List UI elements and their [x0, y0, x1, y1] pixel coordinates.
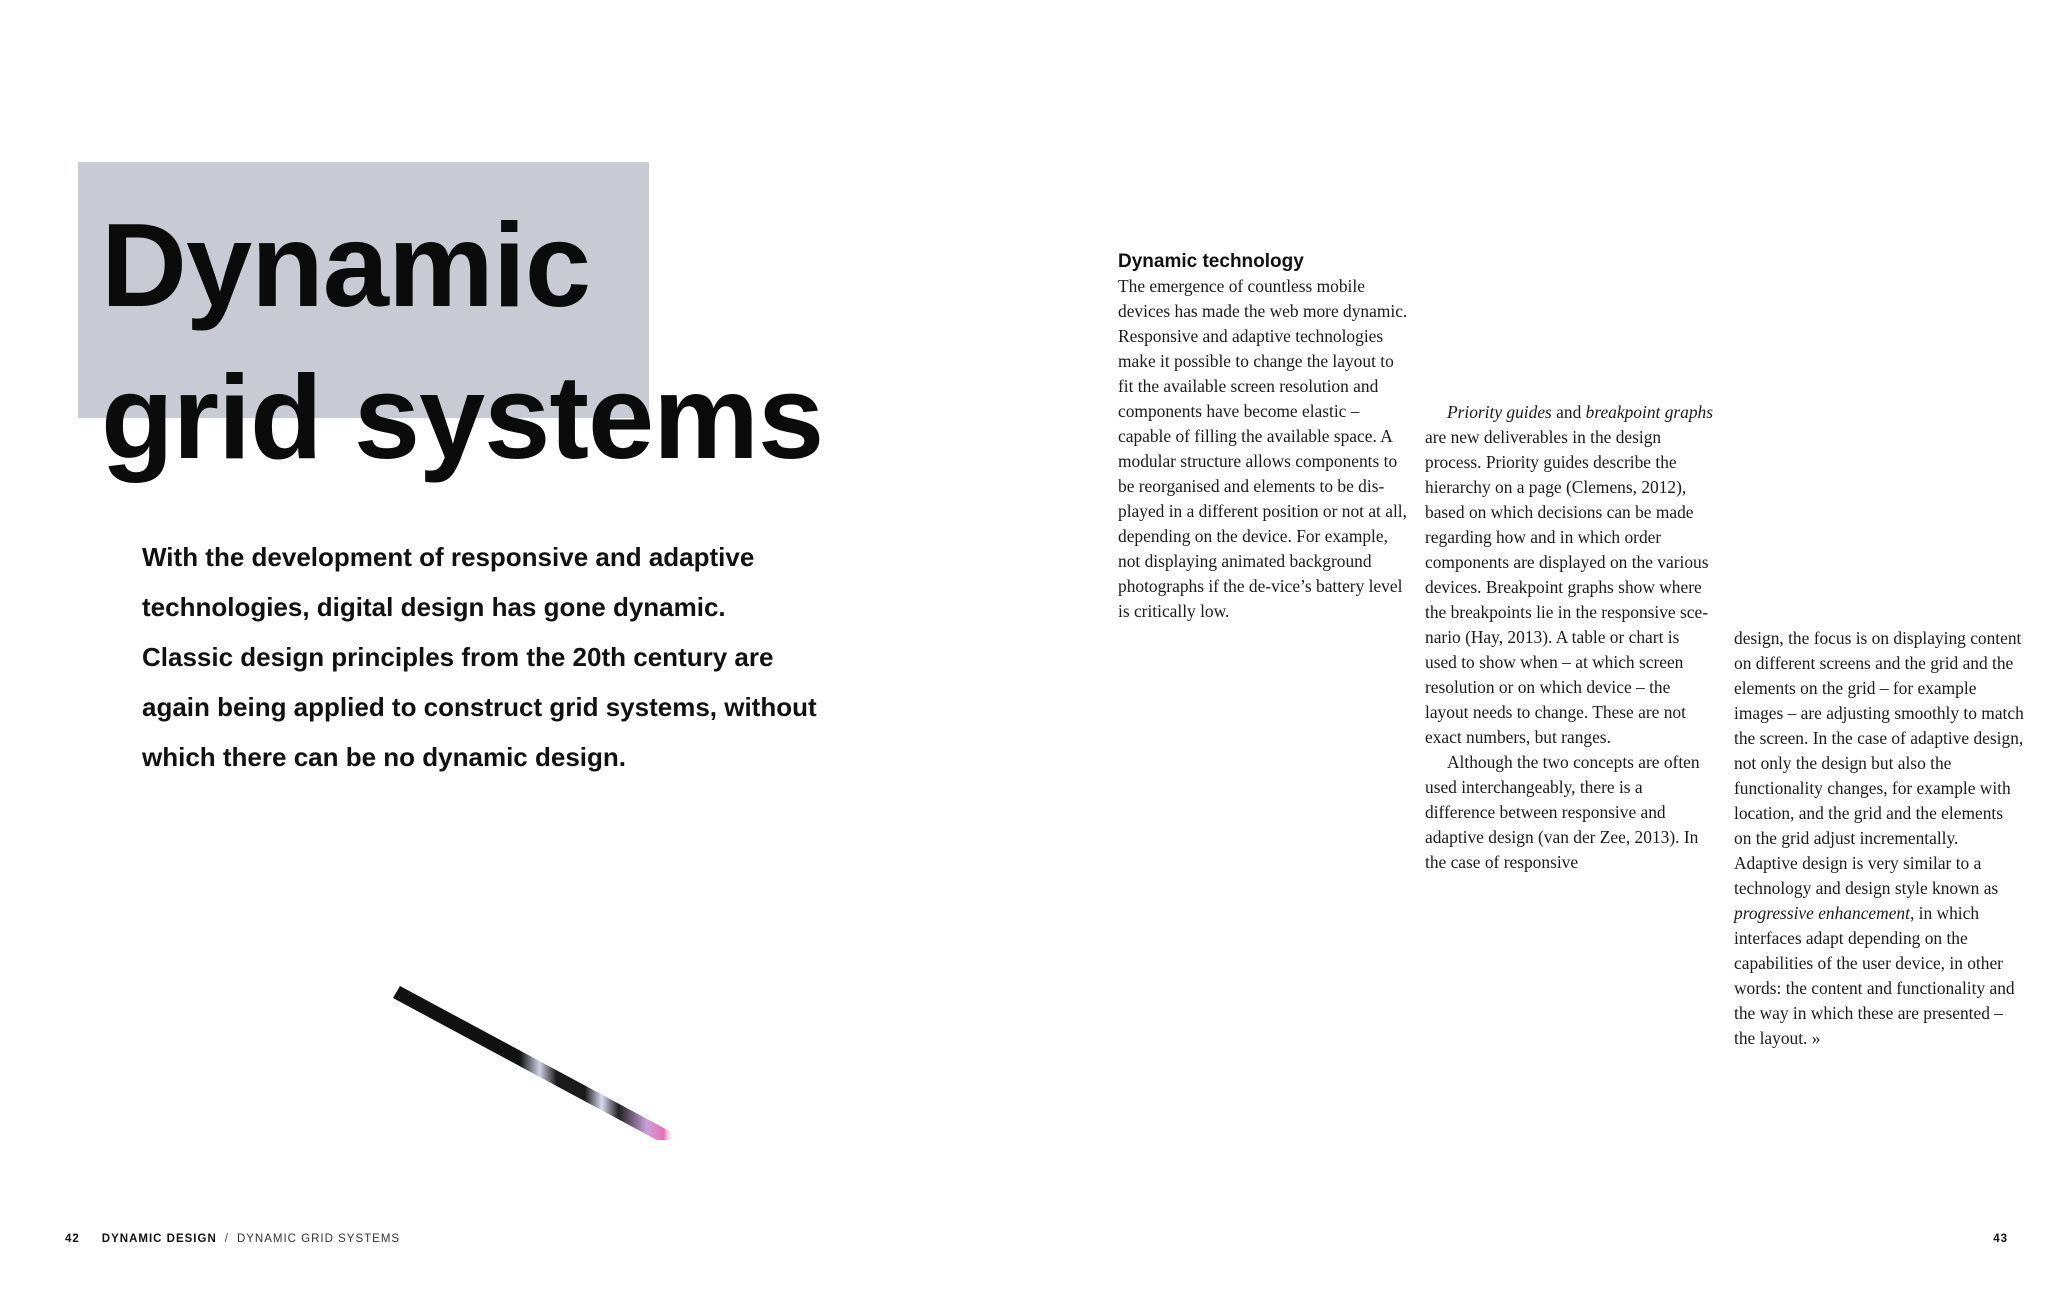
column3-paragraph	[1734, 626, 2024, 1051]
column-responsive-adaptive	[1734, 626, 2024, 1051]
column2-paragraph-2: Although the two concepts are often used interchangeably, there is a difference between responsive and adaptive design (van der Zee, 2013). In the case of responsive	[1425, 752, 1700, 872]
footer-chapter-title: DYNAMIC GRID SYSTEMS	[236, 1233, 401, 1245]
lead-paragraph: With the development of responsive and adaptive technologies, digital design has gone dynamic. Classic design principles from the 20th century are again being applied to construct grid systems, without which there can be no dynamic design.	[142, 542, 817, 772]
right-page-number: 43	[1993, 1233, 2008, 1245]
column1-body: The emergence of countless mobile devices has made the web more dynamic. Responsive and adaptive technologies make it possible to change the layout to fit the available screen resolution and components have become elastic – capable of filling the available space. A modular structure allows components to be reorganised and elements to be dis-played in a different position or not at all, depending on the device. For example, not displaying animated background photographs if the de-vice’s battery level is critically low.	[1118, 276, 1408, 621]
term-priority-guides: Priority guides	[1447, 402, 1552, 422]
column3-text-end: , in which interfaces adapt depending on the capabilities of the user device, in other words: the content and functionality and the way in which these are presented – the layout. »	[1734, 903, 2015, 1048]
column3-text-start: design, the focus is on displaying content on different screens and the grid and the elements on the grid – for example images – are adjusting smoothly to match the screen. In the case of adaptive design, not only the design but also the functionality changes, for example with location, and the grid and the elements on the grid adjust incrementally. Adaptive design is very similar to a technology and design style known as	[1734, 628, 2024, 898]
footer-section-title: DYNAMIC DESIGN	[101, 1233, 217, 1245]
column2-paragraph-1	[1425, 400, 1715, 750]
column-dynamic-technology	[1118, 249, 1408, 624]
column2-paragraph-1-rest: are new deliverables in the design process. Priority guides describe the hierarchy on a page (Clemens, 2012), based on which decisions can be made regarding how and in which order components are displayed on the various devices. Breakpoint graphs show where the breakpoints lie in the responsive sce-nario (Hay, 2013). A table or chart is used to show when – at which screen resolution or on which device – the layout needs to change. These are not exact numbers, but ranges.	[1425, 427, 1709, 747]
term-breakpoint-graphs: breakpoint graphs	[1585, 402, 1714, 422]
section-heading: Dynamic technology	[1118, 251, 1304, 272]
page-title	[101, 190, 823, 494]
left-page-number: 42	[65, 1233, 80, 1245]
text-and: and	[1551, 402, 1586, 422]
column-priority-guides	[1425, 400, 1715, 875]
page-title-line-2: grid systems	[101, 351, 824, 484]
footer-separator: /	[224, 1233, 229, 1245]
stripe-graphic	[390, 980, 690, 1140]
page-title-line-1: Dynamic	[101, 199, 591, 332]
footer-left	[65, 1233, 400, 1245]
decorative-stripe	[390, 980, 690, 1140]
term-progressive-enhancement: progressive enhancement	[1734, 903, 1910, 923]
